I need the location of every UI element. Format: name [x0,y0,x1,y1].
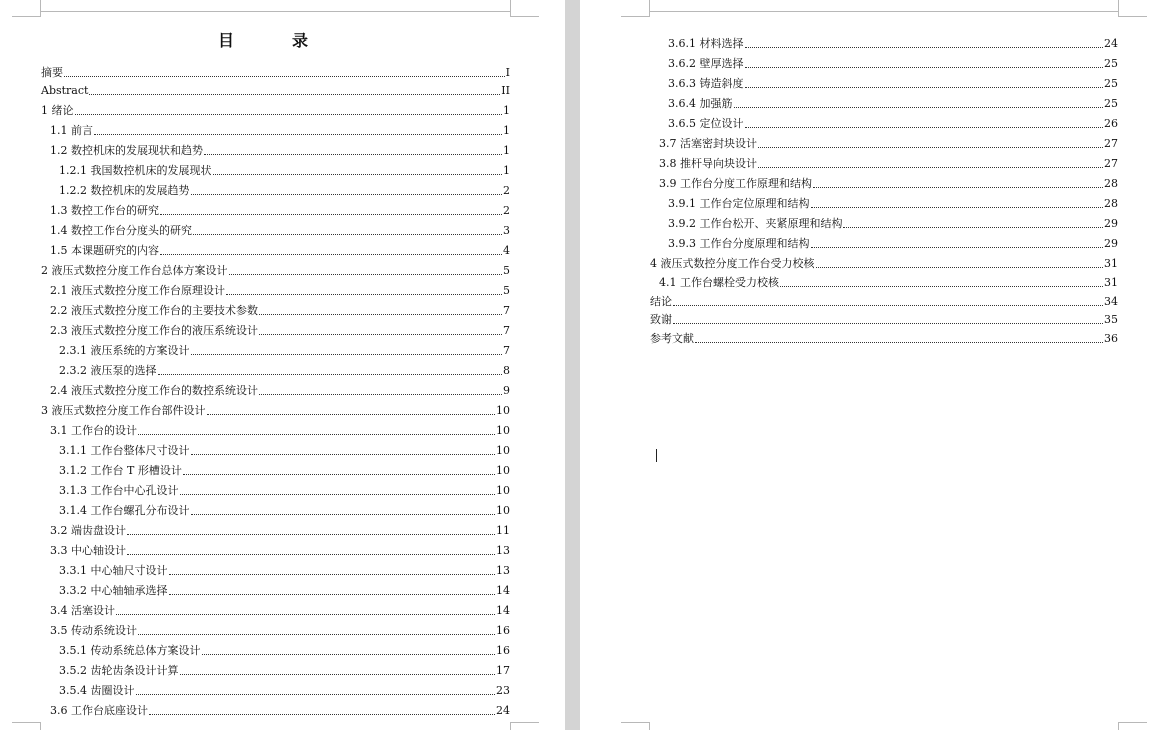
dot-leader [191,194,503,195]
toc-title-char-2: 录 [291,31,308,50]
dot-leader [758,147,1103,148]
toc-entry-label: 2.3.1 液压系统的方案设计 [59,344,190,357]
toc-page-number: 10 [496,424,510,437]
dot-leader [259,334,502,335]
toc-page-number: 1 [503,124,510,137]
toc-page-number: 9 [503,384,510,397]
toc-list-left [41,61,510,718]
dot-leader [259,314,502,315]
toc-page-number: 25 [1104,77,1118,90]
toc-entry[interactable] [41,558,510,578]
toc-page-number: 14 [496,584,510,597]
toc-page-number: 1 [503,144,510,157]
toc-entry[interactable] [41,258,510,278]
toc-entry[interactable] [41,698,510,718]
toc-entry-label: 3.2 端齿盘设计 [50,524,126,537]
toc-page-number: 5 [503,264,510,277]
toc-entry[interactable] [41,478,510,498]
crop-mark-bottom-right [1118,722,1147,730]
crop-mark-bottom-left [12,722,41,730]
dot-leader [191,354,503,355]
toc-entry-label: 3.3 中心轴设计 [50,544,126,557]
toc-page-number: 25 [1104,97,1118,110]
toc-page-number: 27 [1104,157,1118,170]
dot-leader [229,274,503,275]
dot-leader [193,234,502,235]
dot-leader [843,227,1103,228]
toc-page-number: 31 [1104,276,1118,289]
dot-leader [138,634,495,635]
crop-mark-top-right [510,0,539,17]
dot-leader [64,76,505,77]
dot-leader [127,554,495,555]
toc-entry-label: 3.3.1 中心轴尺寸设计 [59,564,168,577]
toc-entry-label: 4.1 工作台螺栓受力校核 [659,276,779,289]
toc-page-number: 35 [1104,313,1118,326]
toc-entry[interactable] [41,418,510,438]
toc-title [218,28,308,51]
toc-entry[interactable] [41,398,510,418]
dot-leader [734,107,1104,108]
dot-leader [116,614,495,615]
dot-leader [811,247,1104,248]
dot-leader [207,414,496,415]
toc-entry-label: 3.1 工作台的设计 [50,424,137,437]
toc-entry-label: 3.1.3 工作台中心孔设计 [59,484,179,497]
toc-entry-label: 2.4 液压式数控分度工作台的数控系统设计 [50,384,258,397]
dot-leader [758,167,1103,168]
crop-mark-bottom-right [510,722,539,730]
toc-entry[interactable] [41,178,510,198]
toc-entry[interactable] [41,658,510,678]
toc-page-number: 7 [503,304,510,317]
toc-entry-label: 1.3 数控工作台的研究 [50,204,159,217]
toc-page-number: 10 [496,484,510,497]
toc-page-number: 8 [503,364,510,377]
toc-entry-label: 1.2 数控机床的发展现状和趋势 [50,144,203,157]
dot-leader [180,494,496,495]
toc-entry-label: 3.7 活塞密封块设计 [659,137,757,150]
toc-entry[interactable] [650,251,1118,271]
toc-entry-label: 3.6 工作台底座设计 [50,704,148,717]
crop-mark-top-left [12,0,41,17]
toc-entry-label: 4 液压式数控分度工作台受力校核 [650,256,815,270]
dot-leader [127,534,495,535]
dot-leader [673,323,1103,324]
header-line [650,11,1118,12]
toc-entry[interactable] [650,111,1118,131]
toc-entry-label: 摘要 [41,66,63,79]
toc-entry[interactable] [41,338,510,358]
dot-leader [204,154,502,155]
page-gutter [565,0,580,730]
dot-leader [259,394,502,395]
toc-page-number: 29 [1104,237,1118,250]
toc-entry-label: 结论 [650,294,672,308]
toc-page-number: 29 [1104,217,1118,230]
dot-leader [202,654,496,655]
toc-page-number: 10 [496,444,510,457]
toc-page-number: 10 [496,404,510,417]
toc-page-number: 26 [1104,117,1118,130]
toc-entry[interactable] [41,598,510,618]
toc-entry[interactable] [650,211,1118,231]
toc-entry[interactable] [41,378,510,398]
toc-page-number: 10 [496,464,510,477]
crop-mark-bottom-left [621,722,650,730]
toc-page-number: 28 [1104,177,1118,190]
dot-leader [169,594,496,595]
toc-entry[interactable] [650,231,1118,251]
toc-entry[interactable] [650,191,1118,211]
dot-leader [75,114,503,115]
dot-leader [180,674,496,675]
toc-entry-label: 参考文献 [650,331,694,345]
toc-entry[interactable] [41,138,510,158]
toc-entry[interactable] [650,71,1118,91]
toc-entry-label: 3.6.5 定位设计 [668,117,744,130]
toc-entry[interactable] [650,131,1118,151]
toc-entry[interactable] [41,618,510,638]
toc-page-number: 25 [1104,57,1118,70]
toc-entry[interactable] [650,51,1118,71]
toc-entry-label: 3.5.4 齿圈设计 [59,684,135,697]
toc-entry-label: Abstract [41,84,89,97]
toc-entry[interactable] [650,271,1118,291]
toc-page-number: 28 [1104,197,1118,210]
toc-page-number: 24 [496,704,510,717]
toc-entry[interactable] [41,318,510,338]
toc-entry-label: 3.6.3 铸造斜度 [668,77,744,90]
toc-entry-label: 1 绪论 [41,104,74,117]
toc-page-number: 7 [503,344,510,357]
dot-leader [745,87,1104,88]
toc-entry-label: 3.1.2 工作台 T 形槽设计 [59,464,182,477]
toc-entry[interactable] [41,158,510,178]
toc-entry[interactable] [41,278,510,298]
toc-entry-label: 3.9.1 工作台定位原理和结构 [668,197,810,210]
dot-leader [191,454,496,455]
toc-entry[interactable] [41,578,510,598]
toc-entry-label: 2.2 液压式数控分度工作台的主要技术参数 [50,304,258,317]
toc-entry-label: 3.1.1 工作台整体尺寸设计 [59,444,190,457]
toc-entry-label: 2.1 液压式数控分度工作台原理设计 [50,284,225,297]
toc-page-number: 36 [1104,331,1118,345]
dot-leader [94,134,502,135]
dot-leader [183,474,495,475]
dot-leader [136,694,496,695]
toc-entry[interactable] [41,238,510,258]
toc-entry[interactable] [41,358,510,378]
toc-entry-label: 2.3.2 液压泵的选择 [59,364,157,377]
text-cursor [656,449,657,462]
dot-leader [149,714,495,715]
toc-page-number: 13 [496,564,510,577]
toc-page-number: II [501,84,510,97]
dot-leader [89,94,500,95]
toc-entry[interactable] [41,498,510,518]
dot-leader [191,514,496,515]
toc-entry-label: 3.9.3 工作台分度原理和结构 [668,237,810,250]
toc-page-number: 13 [496,544,510,557]
toc-entry-label: 3.1.4 工作台螺孔分布设计 [59,504,190,517]
dot-leader [213,174,503,175]
toc-entry[interactable] [41,198,510,218]
toc-entry[interactable] [650,151,1118,171]
dot-leader [158,374,503,375]
dot-leader [780,286,1103,287]
dot-leader [226,294,502,295]
dot-leader [160,214,502,215]
toc-entry[interactable] [41,538,510,558]
dot-leader [816,267,1104,268]
toc-page-number: I [505,66,510,79]
toc-entry[interactable] [41,298,510,318]
toc-page-number: 10 [496,504,510,517]
toc-entry-label: 3.6.1 材料选择 [668,37,744,50]
toc-page-number: 17 [496,664,510,677]
toc-entry-label: 3.8 推杆导向块设计 [659,157,757,170]
toc-entry[interactable] [650,91,1118,111]
dot-leader [813,187,1103,188]
toc-entry[interactable] [650,31,1118,51]
toc-title-char-1: 目 [218,31,235,50]
toc-entry[interactable] [650,327,1118,346]
toc-page-number: 1 [503,164,510,177]
toc-page-number: 31 [1104,256,1118,270]
toc-page-number: 11 [496,524,510,537]
toc-entry[interactable] [650,290,1118,309]
dot-leader [160,254,502,255]
toc-entry[interactable] [41,678,510,698]
toc-page-number: 16 [496,644,510,657]
toc-entry[interactable] [41,438,510,458]
toc-entry-label: 3.4 活塞设计 [50,604,115,617]
dot-leader [745,127,1104,128]
toc-page-number: 14 [496,604,510,617]
toc-page-number: 7 [503,324,510,337]
dot-leader [673,305,1103,306]
toc-entry-label: 3.9.2 工作台松开、夹紧原理和结构 [668,217,843,230]
toc-entry-label: 3 液压式数控分度工作台部件设计 [41,404,206,417]
header-line [41,11,510,12]
toc-entry-label: 3.9 工作台分度工作原理和结构 [659,177,812,190]
toc-entry[interactable] [41,638,510,658]
toc-page-number: 16 [496,624,510,637]
toc-page-number: 2 [503,204,510,217]
toc-list-right [650,31,1118,346]
toc-entry-label: 3.5.1 传动系统总体方案设计 [59,644,201,657]
toc-entry-label: 3.6.2 壁厚选择 [668,57,744,70]
toc-entry-label: 2.3 液压式数控分度工作台的液压系统设计 [50,324,258,337]
toc-entry[interactable] [41,118,510,138]
toc-entry-label: 3.6.4 加强筋 [668,97,733,110]
toc-page-number: 1 [503,104,510,117]
toc-entry-label: 1.5 本课题研究的内容 [50,244,159,257]
toc-page-number: 3 [503,224,510,237]
toc-entry-label: 3.3.2 中心轴轴承选择 [59,584,168,597]
toc-page-number: 4 [503,244,510,257]
crop-mark-top-right [1118,0,1147,17]
toc-page-number: 2 [503,184,510,197]
toc-entry-label: 1.1 前言 [50,124,93,137]
toc-page-number: 27 [1104,137,1118,150]
toc-page-number: 5 [503,284,510,297]
toc-entry-label: 3.5 传动系统设计 [50,624,137,637]
toc-entry-label: 3.5.2 齿轮齿条设计计算 [59,664,179,677]
toc-entry-label: 1.2.2 数控机床的发展趋势 [59,184,190,197]
crop-mark-top-left [621,0,650,17]
toc-entry-label: 致谢 [650,313,672,326]
toc-entry[interactable] [650,171,1118,191]
toc-entry[interactable] [41,98,510,118]
toc-page-number: 24 [1104,37,1118,50]
toc-entry[interactable] [650,309,1118,328]
dot-leader [811,207,1104,208]
toc-entry[interactable] [41,61,510,80]
toc-page-number: 34 [1104,294,1118,308]
toc-entry[interactable] [41,80,510,98]
toc-page-number: 23 [496,684,510,697]
toc-entry-label: 2 液压式数控分度工作台总体方案设计 [41,264,228,277]
dot-leader [745,67,1104,68]
toc-entry[interactable] [41,458,510,478]
toc-entry-label: 1.4 数控工作台分度头的研究 [50,224,192,237]
toc-entry-label: 1.2.1 我国数控机床的发展现状 [59,164,212,177]
dot-leader [169,574,496,575]
dot-leader [745,47,1104,48]
toc-entry[interactable] [41,218,510,238]
toc-entry[interactable] [41,518,510,538]
dot-leader [695,342,1103,343]
dot-leader [138,434,495,435]
